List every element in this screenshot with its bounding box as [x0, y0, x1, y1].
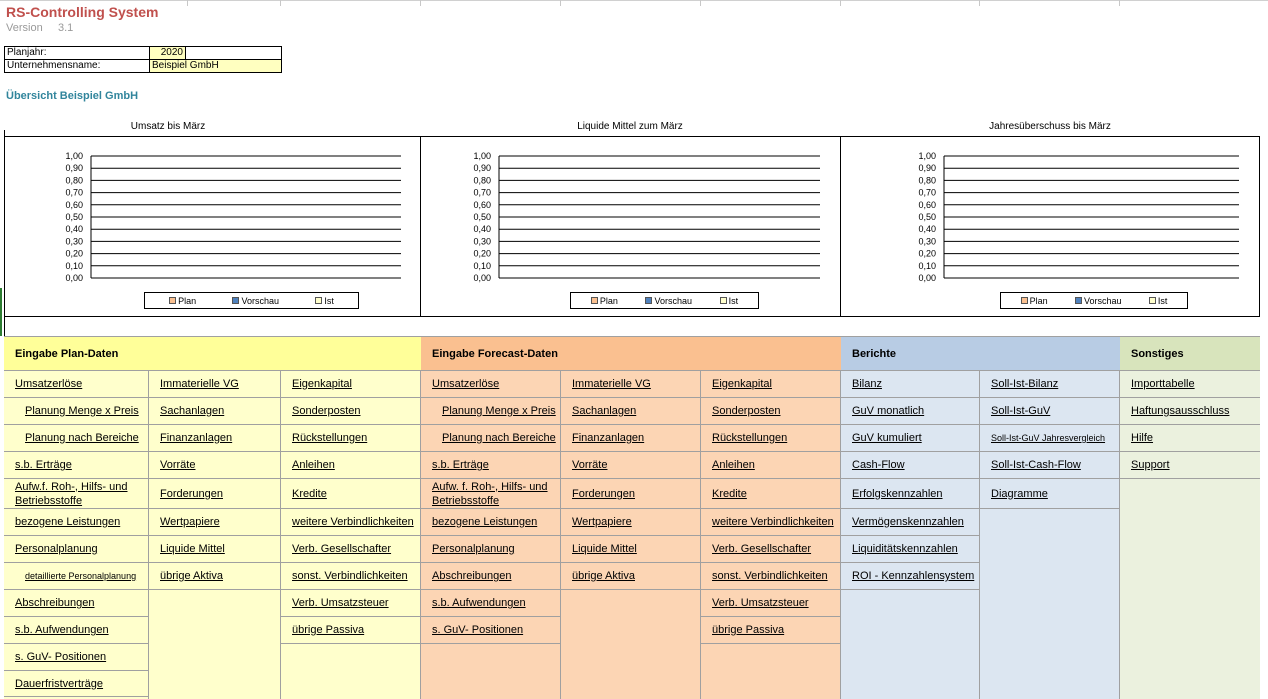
- forecast-link-label[interactable]: Umsatzerlöse: [432, 378, 500, 390]
- berichte-link-liquiditaetskennzahlen[interactable]: [841, 536, 979, 563]
- berichte-link-roi-kennzahlensystem[interactable]: [841, 563, 979, 590]
- forecast-link-label[interactable]: Aufw. f. Roh-, Hilfs- und Betriebsstoffe: [432, 480, 548, 507]
- berichte-link-label[interactable]: Soll-Ist-GuV Jahresvergleich: [991, 433, 1106, 443]
- legend-swatch: [232, 297, 239, 304]
- plan-link-planung-menge-x-preis[interactable]: [4, 398, 148, 425]
- column-divider: [280, 0, 281, 6]
- sonstiges-link-support[interactable]: [1120, 452, 1260, 479]
- forecast-link-label[interactable]: s. GuV- Positionen: [432, 624, 524, 636]
- app-title: RS-Controlling System: [6, 4, 159, 20]
- plan-link-label[interactable]: Vorräte: [160, 459, 196, 471]
- plan-link-s-guv-positionen[interactable]: [4, 644, 148, 671]
- legend-item-plan: [169, 296, 196, 306]
- version-label: Version: [6, 22, 43, 34]
- plan-link-uebrige-passiva[interactable]: [281, 617, 420, 644]
- legend-label: Vorschau: [1083, 295, 1122, 306]
- chart-y-tick-label: 0,00: [65, 273, 83, 283]
- forecast-link-sachanlagen[interactable]: [561, 398, 700, 425]
- plan-link-planung-nach-bereiche[interactable]: [4, 425, 148, 452]
- legend-item-plan: [591, 296, 618, 306]
- plan-link-label[interactable]: Eigenkapital: [292, 378, 352, 390]
- chart-y-tick-label: 0,90: [473, 163, 491, 174]
- legend-swatch: [315, 297, 322, 304]
- plan-link-s-b-ertraege[interactable]: [4, 452, 148, 479]
- forecast-link-label[interactable]: Vorräte: [572, 459, 608, 471]
- plan-link-bezogene-leistungen[interactable]: [4, 509, 148, 536]
- berichte-link-label[interactable]: Cash-Flow: [852, 459, 905, 471]
- forecast-link-label[interactable]: Rückstellungen: [712, 432, 788, 444]
- column-divider: [420, 0, 421, 6]
- plan-col1: [4, 371, 149, 699]
- plan-link-liquide-mittel[interactable]: [149, 536, 280, 563]
- forecast-link-abschreibungen[interactable]: [421, 563, 560, 590]
- chart-y-tick-label: 0,60: [918, 199, 936, 210]
- berichte-link-label[interactable]: Soll-Ist-GuV: [991, 405, 1051, 417]
- berichte-link-soll-ist-bilanz[interactable]: [980, 371, 1119, 398]
- forecast-link-label[interactable]: Wertpapiere: [572, 516, 632, 528]
- berichte-link-guv-kumuliert[interactable]: [841, 425, 979, 452]
- plan-link-label[interactable]: Sachanlagen: [160, 405, 225, 417]
- plan-link-label[interactable]: übrige Aktiva: [160, 570, 223, 582]
- chart-umsatz: [4, 136, 421, 317]
- row-marker: [0, 288, 6, 336]
- chart-y-tick-label: 0,10: [918, 260, 936, 271]
- plan-link-label[interactable]: Aufw.f. Roh-, Hilfs- und Betriebsstoffe: [15, 480, 128, 507]
- plan-link-label[interactable]: übrige Passiva: [292, 624, 365, 636]
- forecast-link-liquide-mittel[interactable]: [561, 536, 700, 563]
- forecast-link-sonst-verbindlichkeiten[interactable]: [701, 563, 840, 590]
- legend-label: Ist: [324, 295, 334, 306]
- berichte-link-label[interactable]: Liquiditätskennzahlen: [852, 543, 958, 555]
- chart-legend: [144, 292, 359, 309]
- column-divider: [1119, 0, 1120, 6]
- chart-jahresueberschuss: [840, 136, 1260, 317]
- plan-link-s-b-aufwendungen[interactable]: [4, 617, 148, 644]
- overview-title: Übersicht Beispiel GmbH: [6, 90, 139, 102]
- legend-label: Plan: [178, 295, 197, 306]
- forecast-link-uebrige-aktiva[interactable]: [561, 563, 700, 590]
- chart-y-tick-label: 0,90: [918, 163, 936, 174]
- chart-y-tick-label: 0,20: [65, 248, 83, 259]
- chart-y-tick-label: 1,00: [65, 151, 83, 161]
- berichte-link-soll-ist-guv[interactable]: [980, 398, 1119, 425]
- sonstiges-link-label[interactable]: Importtabelle: [1131, 378, 1195, 390]
- chart-y-tick-label: 0,10: [473, 260, 491, 271]
- chart-y-tick-label: 0,70: [473, 187, 491, 198]
- forecast-link-immaterielle-vg[interactable]: [561, 371, 700, 398]
- plan-link-personalplanung[interactable]: [4, 536, 148, 563]
- chart-plot: [421, 137, 842, 318]
- berichte-link-label[interactable]: GuV kumuliert: [852, 432, 922, 444]
- chart-y-tick-label: 0,50: [918, 212, 936, 222]
- chart-y-tick-label: 0,80: [65, 175, 83, 186]
- berichte-link-erfolgskennzahlen[interactable]: [841, 479, 979, 509]
- forecast-link-wertpapiere[interactable]: [561, 509, 700, 536]
- plan-link-label[interactable]: s.b. Erträge: [15, 459, 72, 471]
- section-berichte: [841, 336, 1120, 699]
- plan-link-kredite[interactable]: [281, 479, 420, 509]
- planjahr-empty-cell: [185, 47, 279, 59]
- berichte-link-soll-ist-cash-flow[interactable]: [980, 452, 1119, 479]
- legend-label: Plan: [599, 295, 618, 306]
- sheet-grid-top: [0, 0, 1268, 1]
- berichte-link-soll-ist-guv-jahresvergleich[interactable]: [980, 425, 1119, 452]
- chart-y-tick-label: 0,50: [65, 212, 83, 222]
- berichte-link-cash-flow[interactable]: [841, 452, 979, 479]
- section-berichte-header: Berichte: [841, 337, 1120, 371]
- plan-link-aufw-f-roh-hilfs-und-betriebsstoffe[interactable]: [4, 479, 148, 509]
- berichte-link-diagramme[interactable]: [980, 479, 1119, 509]
- section-plan-header: Eingabe Plan-Daten: [4, 337, 421, 371]
- chart-title-jahresueberschuss: Jahresüberschuss bis März: [989, 121, 1111, 132]
- plan-link-label[interactable]: Abschreibungen: [15, 597, 95, 609]
- berichte-link-vermoegenskennzahlen[interactable]: [841, 509, 979, 536]
- plan-link-label[interactable]: Wertpapiere: [160, 516, 220, 528]
- plan-link-label[interactable]: Rückstellungen: [292, 432, 368, 444]
- legend-swatch: [591, 297, 598, 304]
- sonstiges-link-label[interactable]: Support: [1131, 459, 1170, 471]
- plan-link-label[interactable]: Sonderposten: [292, 405, 361, 417]
- chart-y-tick-label: 0,40: [65, 224, 83, 235]
- legend-swatch: [1075, 297, 1082, 304]
- forecast-link-label[interactable]: Planung Menge x Preis: [442, 405, 556, 417]
- plan-link-vorraete[interactable]: [149, 452, 280, 479]
- berichte-link-bilanz[interactable]: [841, 371, 979, 398]
- chart-legend: [570, 292, 759, 309]
- legend-item-ist: [315, 296, 334, 306]
- forecast-link-label[interactable]: Verb. Gesellschafter: [712, 543, 812, 555]
- berichte-link-label[interactable]: Diagramme: [991, 487, 1048, 500]
- chart-y-tick-label: 0,40: [918, 224, 936, 235]
- plan-link-label[interactable]: s.b. Aufwendungen: [15, 624, 109, 636]
- forecast-link-label[interactable]: Sonderposten: [712, 405, 781, 417]
- forecast-link-sonderposten[interactable]: [701, 398, 840, 425]
- column-divider: [979, 0, 980, 6]
- section-forecast: [421, 336, 841, 699]
- forecast-col2: [561, 371, 701, 699]
- forecast-link-umsatzerloese[interactable]: [421, 371, 560, 398]
- plan-link-verb-umsatzsteuer[interactable]: [281, 590, 420, 617]
- berichte-link-label[interactable]: Bilanz: [852, 378, 882, 390]
- forecast-link-label[interactable]: weitere Verbindlichkeiten: [712, 516, 834, 528]
- sonstiges-link-haftungsausschluss[interactable]: [1120, 398, 1260, 425]
- forecast-link-s-b-aufwendungen[interactable]: [421, 590, 560, 617]
- plan-link-wertpapiere[interactable]: [149, 509, 280, 536]
- sonstiges-link-importtabelle[interactable]: [1120, 371, 1260, 398]
- plan-link-label[interactable]: Verb. Gesellschafter: [292, 543, 392, 555]
- forecast-link-label[interactable]: übrige Passiva: [712, 624, 785, 636]
- chart-y-tick-label: 0,70: [918, 187, 936, 198]
- plan-link-label[interactable]: Immaterielle VG: [160, 378, 239, 390]
- chart-y-tick-label: 0,00: [473, 273, 491, 283]
- forecast-link-weitere-verbindlichkeiten[interactable]: [701, 509, 840, 536]
- sonstiges-col1: [1120, 371, 1260, 699]
- forecast-link-label[interactable]: Liquide Mittel: [572, 543, 637, 555]
- chart-y-tick-label: 0,80: [473, 175, 491, 186]
- legend-label: Ist: [1157, 295, 1168, 306]
- plan-link-finanzanlagen[interactable]: [149, 425, 280, 452]
- column-divider: [187, 0, 188, 6]
- plan-link-sonderposten[interactable]: [281, 398, 420, 425]
- chart-y-tick-label: 0,20: [473, 248, 491, 259]
- chart-y-tick-label: 0,30: [65, 236, 83, 247]
- chart-y-tick-label: 0,30: [473, 236, 491, 247]
- planjahr-input[interactable]: 2020: [150, 47, 185, 59]
- plan-link-anleihen[interactable]: [281, 452, 420, 479]
- forecast-link-label[interactable]: Sachanlagen: [572, 405, 637, 417]
- legend-swatch: [169, 297, 176, 304]
- forecast-link-verb-umsatzsteuer[interactable]: [701, 590, 840, 617]
- forecast-link-uebrige-passiva[interactable]: [701, 617, 840, 644]
- plan-link-label[interactable]: Verb. Umsatzsteuer: [292, 597, 389, 609]
- plan-link-label[interactable]: bezogene Leistungen: [15, 516, 121, 528]
- plan-link-label[interactable]: Anleihen: [292, 459, 335, 471]
- plan-link-label[interactable]: s. GuV- Positionen: [15, 651, 107, 663]
- forecast-link-finanzanlagen[interactable]: [561, 425, 700, 452]
- plan-link-sonst-verbindlichkeiten[interactable]: [281, 563, 420, 590]
- legend-label: Vorschau: [654, 295, 692, 306]
- forecast-link-label[interactable]: Personalplanung: [432, 543, 515, 555]
- forecast-link-label[interactable]: Eigenkapital: [712, 378, 772, 390]
- plan-link-umsatzerloese[interactable]: [4, 371, 148, 398]
- legend-swatch: [1021, 297, 1028, 304]
- company-name-label: Unternehmensname:: [5, 60, 150, 73]
- plan-link-label[interactable]: Planung nach Bereiche: [25, 432, 139, 444]
- forecast-link-label[interactable]: Forderungen: [572, 487, 635, 500]
- company-name-input[interactable]: Beispiel GmbH: [150, 60, 282, 73]
- legend-label: Ist: [728, 295, 739, 306]
- berichte-link-label[interactable]: Soll-Ist-Bilanz: [991, 378, 1059, 390]
- plan-link-detaillierte-personalplanung[interactable]: [4, 563, 148, 590]
- chart-y-tick-label: 0,60: [65, 199, 83, 210]
- plan-link-dauerfristvertraege[interactable]: [4, 671, 148, 697]
- forecast-link-label[interactable]: s.b. Erträge: [432, 459, 489, 471]
- chart-y-tick-label: 0,90: [65, 163, 83, 174]
- plan-link-rueckstellungen[interactable]: [281, 425, 420, 452]
- company-info-table: [4, 46, 282, 73]
- plan-link-label[interactable]: detaillierte Personalplanung: [25, 571, 137, 581]
- forecast-link-label[interactable]: Abschreibungen: [432, 570, 512, 582]
- plan-col3: [281, 371, 421, 699]
- version-value: 3.1: [58, 22, 74, 34]
- section-forecast-header: Eingabe Forecast-Daten: [421, 337, 841, 371]
- forecast-link-label[interactable]: Kredite: [712, 487, 747, 500]
- berichte-col2: [980, 371, 1120, 699]
- berichte-link-label[interactable]: GuV monatlich: [852, 405, 925, 417]
- plan-link-label[interactable]: sonst. Verbindlichkeiten: [292, 570, 408, 582]
- section-plan: [4, 336, 421, 699]
- forecast-link-kredite[interactable]: [701, 479, 840, 509]
- legend-label: Plan: [1029, 295, 1048, 306]
- chart-y-tick-label: 0,30: [918, 236, 936, 247]
- forecast-link-forderungen[interactable]: [561, 479, 700, 509]
- plan-link-label[interactable]: Kredite: [292, 487, 327, 500]
- column-divider: [700, 0, 701, 6]
- forecast-link-aufw-f-roh-hilfs-und-betriebsstoffe[interactable]: [421, 479, 560, 509]
- forecast-link-eigenkapital[interactable]: [701, 371, 840, 398]
- forecast-link-personalplanung[interactable]: [421, 536, 560, 563]
- section-sonstiges-header: Sonstiges: [1120, 337, 1260, 371]
- forecast-link-vorraete[interactable]: [561, 452, 700, 479]
- plan-col2: [149, 371, 281, 699]
- plan-link-uebrige-aktiva[interactable]: [149, 563, 280, 590]
- chart-title-umsatz: Umsatz bis März: [130, 121, 206, 132]
- forecast-link-s-guv-positionen[interactable]: [421, 617, 560, 644]
- berichte-col1: [841, 371, 980, 699]
- forecast-link-label[interactable]: Planung nach Bereiche: [442, 432, 556, 444]
- chart-y-tick-label: 0,80: [918, 175, 936, 186]
- plan-link-eigenkapital[interactable]: [281, 371, 420, 398]
- forecast-link-rueckstellungen[interactable]: [701, 425, 840, 452]
- plan-link-sachanlagen[interactable]: [149, 398, 280, 425]
- forecast-col1: [421, 371, 561, 699]
- legend-item-ist: [720, 296, 739, 306]
- forecast-link-label[interactable]: Finanzanlagen: [572, 432, 645, 444]
- planjahr-label: Planjahr:: [5, 47, 150, 60]
- chart-liquide: [420, 136, 841, 317]
- plan-link-weitere-verbindlichkeiten[interactable]: [281, 509, 420, 536]
- plan-link-label[interactable]: Finanzanlagen: [160, 432, 233, 444]
- sonstiges-link-label[interactable]: Haftungsausschluss: [1131, 405, 1230, 417]
- forecast-link-label[interactable]: sonst. Verbindlichkeiten: [712, 570, 828, 582]
- berichte-link-label[interactable]: Erfolgskennzahlen: [852, 487, 943, 500]
- plan-link-label[interactable]: Planung Menge x Preis: [25, 405, 139, 417]
- forecast-link-bezogene-leistungen[interactable]: [421, 509, 560, 536]
- chart-y-tick-label: 0,70: [65, 187, 83, 198]
- forecast-link-label[interactable]: Immaterielle VG: [572, 378, 651, 390]
- plan-link-label[interactable]: weitere Verbindlichkeiten: [292, 516, 414, 528]
- chart-y-tick-label: 0,00: [918, 273, 936, 283]
- berichte-link-guv-monatlich[interactable]: [841, 398, 979, 425]
- forecast-link-label[interactable]: übrige Aktiva: [572, 570, 635, 582]
- chart-y-tick-label: 0,50: [473, 212, 491, 222]
- legend-item-vorschau: [232, 296, 279, 306]
- plan-link-label[interactable]: Personalplanung: [15, 543, 98, 555]
- plan-link-verb-gesellschafter[interactable]: [281, 536, 420, 563]
- chart-title-liquide: Liquide Mittel zum März: [577, 121, 683, 132]
- plan-link-label[interactable]: Liquide Mittel: [160, 543, 225, 555]
- chart-legend: [1000, 292, 1188, 309]
- chart-plot: [5, 137, 422, 318]
- legend-item-vorschau: [1075, 296, 1122, 306]
- chart-y-tick-label: 0,20: [918, 248, 936, 259]
- forecast-col3: [701, 371, 841, 699]
- sonstiges-link-hilfe[interactable]: [1120, 425, 1260, 452]
- forecast-link-label[interactable]: Verb. Umsatzsteuer: [712, 597, 809, 609]
- chart-y-tick-label: 0,60: [473, 199, 491, 210]
- chart-y-tick-label: 1,00: [473, 151, 491, 161]
- plan-link-label[interactable]: Umsatzerlöse: [15, 378, 83, 390]
- legend-swatch: [720, 297, 727, 304]
- forecast-link-planung-nach-bereiche[interactable]: [421, 425, 560, 452]
- forecast-link-label[interactable]: bezogene Leistungen: [432, 516, 538, 528]
- legend-swatch: [645, 297, 652, 304]
- forecast-link-s-b-ertraege[interactable]: [421, 452, 560, 479]
- legend-swatch: [1149, 297, 1156, 304]
- column-divider: [560, 0, 561, 6]
- plan-link-abschreibungen[interactable]: [4, 590, 148, 617]
- chart-y-tick-label: 0,10: [65, 260, 83, 271]
- section-sonstiges: [1120, 336, 1260, 699]
- legend-label: Vorschau: [241, 295, 280, 306]
- forecast-link-anleihen[interactable]: [701, 452, 840, 479]
- forecast-link-planung-menge-x-preis[interactable]: [421, 398, 560, 425]
- berichte-link-label[interactable]: ROI - Kennzahlensystem: [852, 570, 975, 582]
- plan-link-label[interactable]: Dauerfristverträge: [15, 677, 104, 690]
- plan-link-forderungen[interactable]: [149, 479, 280, 509]
- legend-item-ist: [1149, 296, 1168, 306]
- chart-plot: [841, 137, 1261, 318]
- chart-y-tick-label: 0,40: [473, 224, 491, 235]
- berichte-link-label[interactable]: Vermögenskennzahlen: [852, 516, 964, 528]
- sonstiges-link-label[interactable]: Hilfe: [1131, 432, 1154, 444]
- plan-link-label[interactable]: Forderungen: [160, 487, 223, 500]
- legend-item-plan: [1021, 296, 1048, 306]
- legend-item-vorschau: [645, 296, 692, 306]
- plan-link-immaterielle-vg[interactable]: [149, 371, 280, 398]
- berichte-link-label[interactable]: Soll-Ist-Cash-Flow: [991, 459, 1081, 471]
- chart-y-tick-label: 1,00: [918, 151, 936, 161]
- forecast-link-verb-gesellschafter[interactable]: [701, 536, 840, 563]
- column-divider: [840, 0, 841, 6]
- forecast-link-label[interactable]: s.b. Aufwendungen: [432, 597, 526, 609]
- forecast-link-label[interactable]: Anleihen: [712, 459, 755, 471]
- planjahr-cell: [150, 47, 282, 60]
